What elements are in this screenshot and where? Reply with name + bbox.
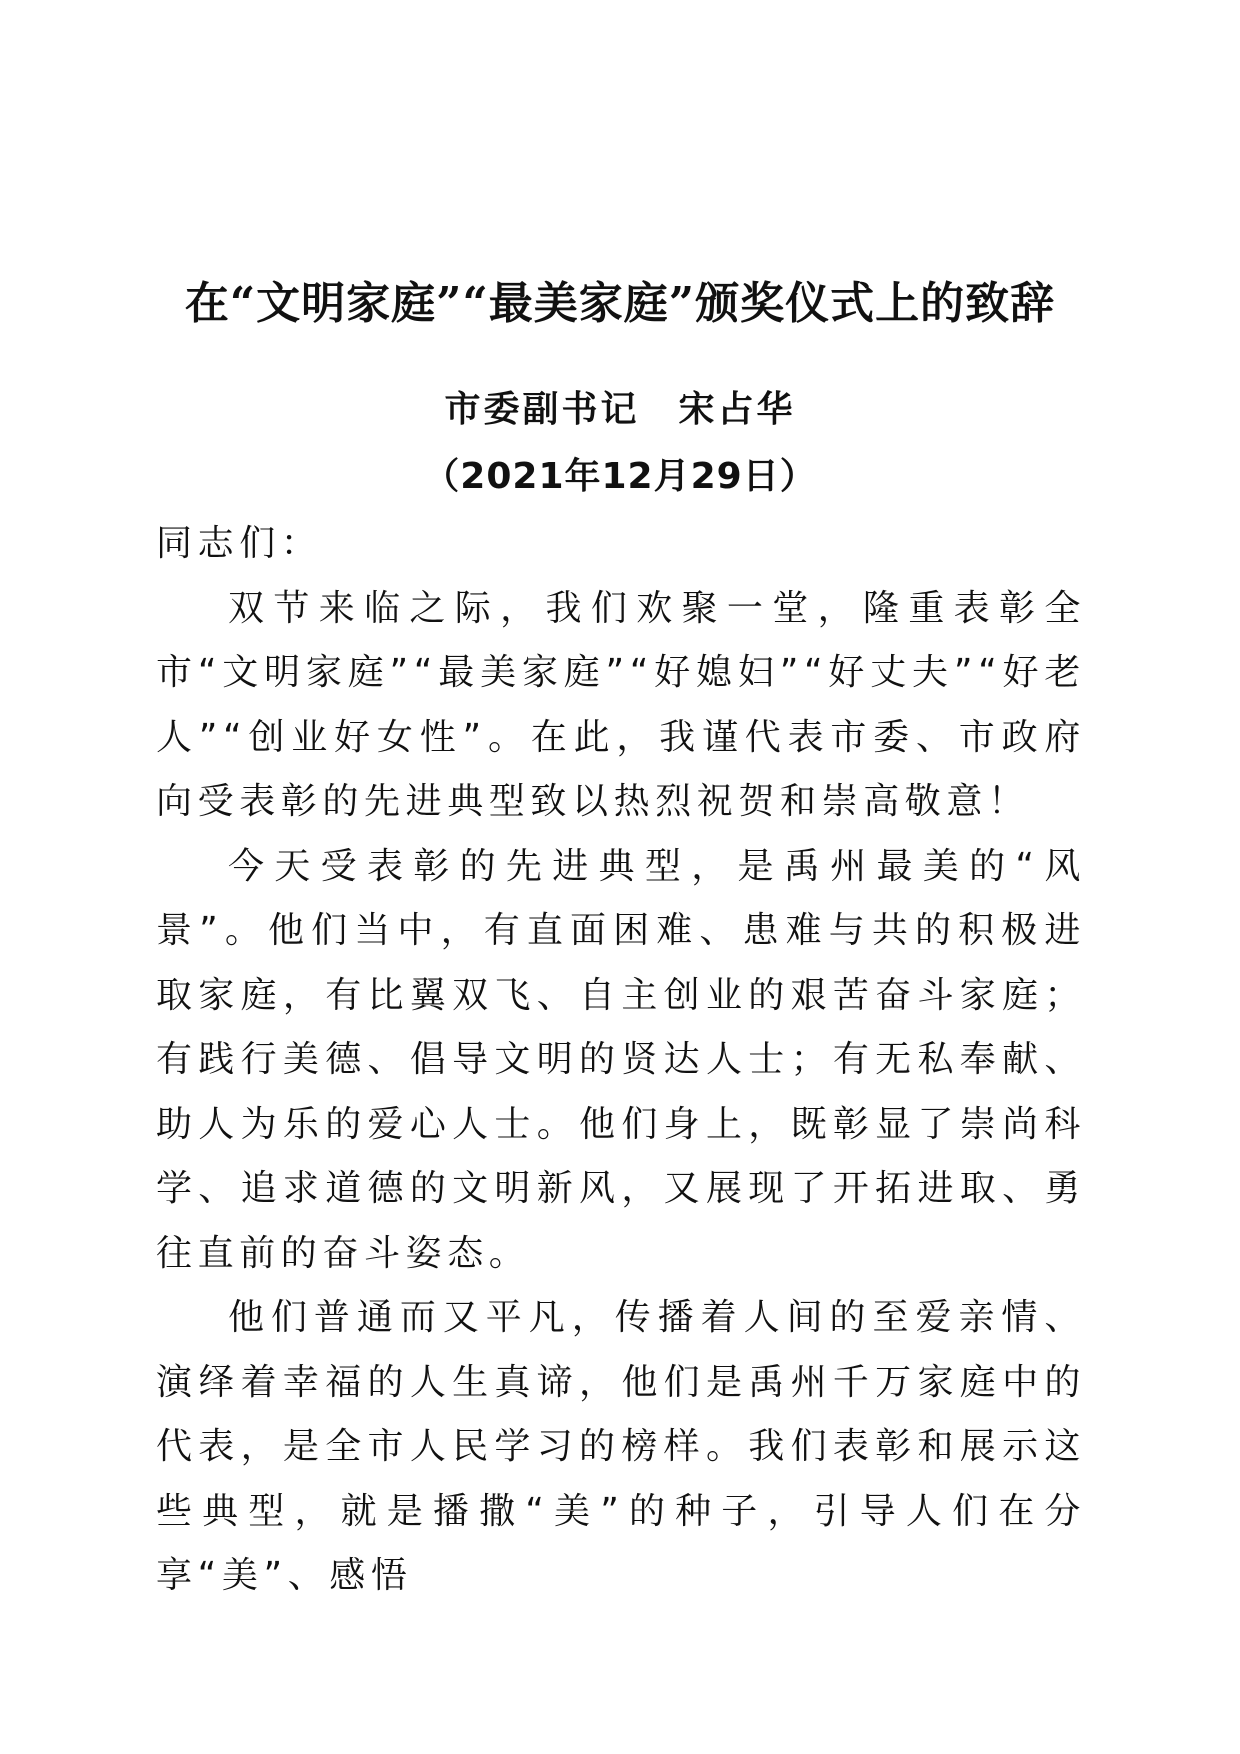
- author-line: 市委副书记 宋占华: [444, 389, 796, 430]
- paragraph-1: 双节来临之际，我们欢聚一堂，隆重表彰全市“文明家庭”“最美家庭”“好媳妇”“好丈夫”“好老人”“创业好女性”。在此，我谨代表市委、市政府向受表彰的先进典型致以热烈祝贺和崇高敬意！: [156, 587, 1086, 822]
- date-line: （2021年12月29日）: [423, 456, 817, 497]
- greeting: 同志们：: [156, 523, 323, 564]
- document-title: 在“文明家庭”“最美家庭”颁奖仪式上的致辞: [184, 278, 1056, 330]
- paragraph-2: 今天受表彰的先进典型，是禹州最美的“风景”。他们当中，有直面困难、患难与共的积极进取家庭，有比翼双飞、自主创业的艰苦奋斗家庭；有践行美德、倡导文明的贤达人士；有无私奉献、助人为乐的爱心人士。他们身上，既彰显了崇尚科学、追求道德的文明新风，又展现了开拓进取、勇往直前的奋斗姿态。: [156, 845, 1086, 1274]
- paragraph-3: 他们普通而又平凡，传播着人间的至爱亲情、演绎着幸福的人生真谛，他们是禹州千万家庭中的代表，是全市人民学习的榜样。我们表彰和展示这些典型，就是播撒“美”的种子，引导人们在分享“美”、感悟: [156, 1297, 1086, 1596]
- speech-body: [156, 512, 1086, 1609]
